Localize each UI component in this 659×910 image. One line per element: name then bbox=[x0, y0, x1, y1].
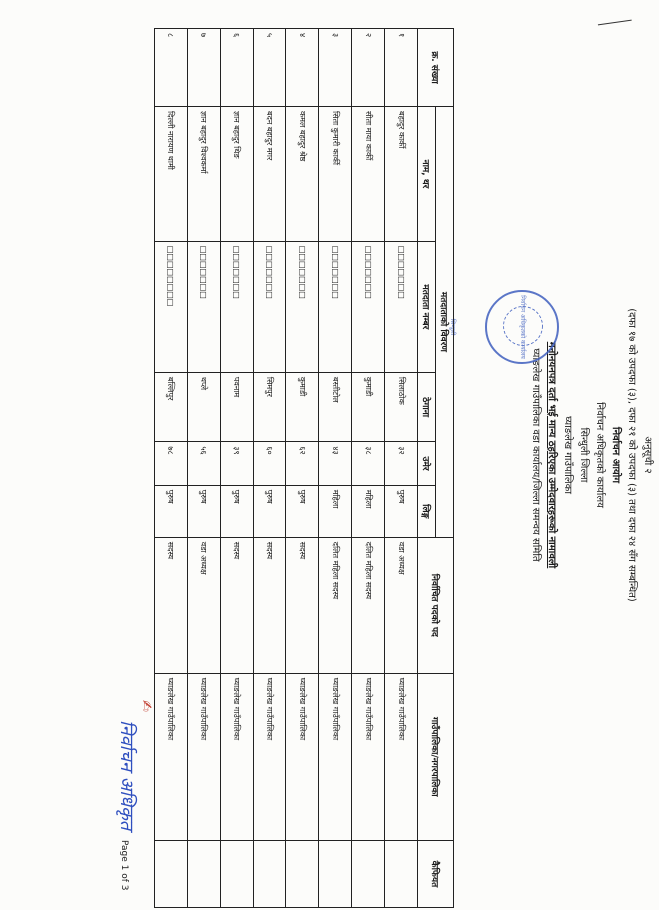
cell-age: ६० bbox=[253, 442, 286, 485]
cell-remarks bbox=[385, 840, 418, 907]
cell-voter: □□□□□□□ bbox=[253, 241, 286, 372]
cell-remarks bbox=[352, 840, 385, 907]
col-body: गाउँपालिका/नगरपालिका bbox=[418, 673, 454, 840]
cell-voter: □□□□□□□ bbox=[187, 241, 220, 372]
cell-body: घ्याङलेख गाउँपालिका bbox=[253, 673, 286, 840]
cell-name: ज्ञान बहादुर विश्वकर्मा bbox=[187, 107, 220, 242]
cell-sn: ८ bbox=[155, 29, 188, 107]
cell-name: सिता कुमारी कार्की bbox=[319, 107, 352, 242]
candidates-table bbox=[154, 28, 454, 908]
table-row bbox=[187, 29, 220, 908]
signature-scribble: ✍ bbox=[138, 700, 154, 712]
table-row bbox=[286, 29, 319, 908]
cell-name: सीता माया कार्की bbox=[352, 107, 385, 242]
cell-gender: पुरुष bbox=[385, 485, 418, 537]
cell-name: बदन बहादुर मगर bbox=[253, 107, 286, 242]
col-gender: लिङ्ग bbox=[418, 485, 436, 537]
seal-text: निर्वाचन अधिकृतको कार्यालय सिन्धुली bbox=[449, 295, 526, 359]
table-row bbox=[155, 29, 188, 908]
seal-inner-ring bbox=[503, 306, 543, 346]
cell-voter: □□□□□□□□ bbox=[155, 241, 188, 372]
cell-body: घ्याङलेख गाउँपालिका bbox=[286, 673, 319, 840]
cell-remarks bbox=[319, 840, 352, 907]
cell-body: घ्याङलेख गाउँपालिका bbox=[155, 673, 188, 840]
cell-gender: महिला bbox=[319, 485, 352, 537]
cell-post: दलित महिला सदस्य bbox=[319, 537, 352, 673]
office-seal bbox=[449, 290, 559, 364]
cell-voter: □□□□□□□ bbox=[220, 241, 253, 372]
cell-remarks bbox=[220, 840, 253, 907]
cell-post: सदस्य bbox=[253, 537, 286, 673]
cell-age: ३८ bbox=[352, 442, 385, 485]
annex-label: अनुसूची २ bbox=[642, 436, 653, 474]
list-title: मनोनयनपत्र दर्ता भई मान्य ठहरिएका उम्मेदवारहरूको नामावली bbox=[546, 341, 557, 569]
cell-post: दलित महिला सदस्य bbox=[352, 537, 385, 673]
cell-voter: □□□□□□□ bbox=[385, 241, 418, 372]
cell-gender: पुरुष bbox=[220, 485, 253, 537]
list-subtitle: घ्याङलेख गाउँपालिका वडा कार्यालय/जिल्ला समन्वय समिति bbox=[530, 348, 541, 562]
cell-gender: महिला bbox=[352, 485, 385, 537]
cell-sn: ७ bbox=[187, 29, 220, 107]
cell-addr: कुमाडी bbox=[352, 372, 385, 441]
table-row bbox=[352, 29, 385, 908]
cell-body: घ्याङलेख गाउँपालिका bbox=[385, 673, 418, 840]
table-row bbox=[319, 29, 352, 908]
cell-name: ज्ञान बहादुर थिङ bbox=[220, 107, 253, 242]
cell-sn: ५ bbox=[253, 29, 286, 107]
cell-post: वडा अध्यक्ष bbox=[187, 537, 220, 673]
page-number: Page 1 of 3 bbox=[119, 840, 129, 891]
cell-name: कमल बहादुर श्रेष्ठ bbox=[286, 107, 319, 242]
cell-post: सदस्य bbox=[286, 537, 319, 673]
cell-age: ७८ bbox=[155, 442, 188, 485]
cell-remarks bbox=[286, 840, 319, 907]
cell-body: घ्याङलेख गाउँपालिका bbox=[187, 673, 220, 840]
document-sheet bbox=[70, 0, 659, 910]
municipality-name: घ्याङलेख गाउँपालिका bbox=[562, 416, 573, 494]
cell-body: घ्याङलेख गाउँपालिका bbox=[319, 673, 352, 840]
cell-addr: बल्लिपुर bbox=[155, 372, 188, 441]
cell-sn: ६ bbox=[220, 29, 253, 107]
cell-age: ४३ bbox=[319, 442, 352, 485]
cell-addr: सिलाठोक bbox=[385, 372, 418, 441]
col-sn: क्र. संख्या bbox=[418, 29, 454, 107]
col-voter: मतदाता नम्बर bbox=[418, 241, 436, 372]
cell-sn: ३ bbox=[319, 29, 352, 107]
rule-reference: (दफा १७ को उपदफा (३), दफा २१ को उपदफा (३) तथा दफा २४ सँग सम्बन्धित) bbox=[626, 308, 637, 602]
cell-addr: सिमपुर bbox=[253, 372, 286, 441]
cell-sn: २ bbox=[352, 29, 385, 107]
cell-addr: पवनाम bbox=[220, 372, 253, 441]
document-header bbox=[509, 0, 659, 910]
cell-name: बहादुर कार्की bbox=[385, 107, 418, 242]
cell-voter: □□□□□□□ bbox=[319, 241, 352, 372]
cell-post: सदस्य bbox=[220, 537, 253, 673]
cell-voter: □□□□□□□ bbox=[286, 241, 319, 372]
cell-remarks bbox=[187, 840, 220, 907]
cell-gender: पुरुष bbox=[286, 485, 319, 537]
table-row bbox=[253, 29, 286, 908]
cell-addr: बस्तीटोल bbox=[319, 372, 352, 441]
cell-age: ५६ bbox=[187, 442, 220, 485]
district-name: सिन्धुली जिल्ला bbox=[578, 427, 589, 483]
cell-gender: पुरुष bbox=[253, 485, 286, 537]
col-post: निर्वाचित पदको पद bbox=[418, 537, 454, 673]
cell-body: घ्याङलेख गाउँपालिका bbox=[220, 673, 253, 840]
commission-name: निर्वाचन आयोग bbox=[610, 427, 621, 483]
cell-remarks bbox=[155, 840, 188, 907]
cell-sn: ४ bbox=[286, 29, 319, 107]
cell-remarks bbox=[253, 840, 286, 907]
cell-addr: कुमाडी bbox=[286, 372, 319, 441]
cell-body: घ्याङलेख गाउँपालिका bbox=[352, 673, 385, 840]
cell-post: सदस्य bbox=[155, 537, 188, 673]
col-remarks: कैफियत bbox=[418, 840, 454, 907]
table-row bbox=[220, 29, 253, 908]
cell-age: ३९ bbox=[220, 442, 253, 485]
col-age: उमेर bbox=[418, 442, 436, 485]
col-address: ठेगाना bbox=[418, 372, 436, 441]
cell-age: ६२ bbox=[286, 442, 319, 485]
table-row bbox=[385, 29, 418, 908]
cell-post: वडा अध्यक्ष bbox=[385, 537, 418, 673]
cell-gender: पुरुष bbox=[187, 485, 220, 537]
cell-sn: १ bbox=[385, 29, 418, 107]
cell-voter: □□□□□□□ bbox=[352, 241, 385, 372]
cell-addr: थप्ले bbox=[187, 372, 220, 441]
cell-age: ३२ bbox=[385, 442, 418, 485]
cell-name: दिल्ली नारायण थामी bbox=[155, 107, 188, 242]
signature-label: निर्वाचन अधिकृत bbox=[116, 720, 137, 831]
cell-gender: पुरुष bbox=[155, 485, 188, 537]
group-header: मतदाताको विवरण bbox=[436, 107, 454, 538]
office-name: निर्वाचन अधिकृतको कार्यालय bbox=[594, 402, 605, 508]
col-name: नाम, थर bbox=[418, 107, 436, 242]
